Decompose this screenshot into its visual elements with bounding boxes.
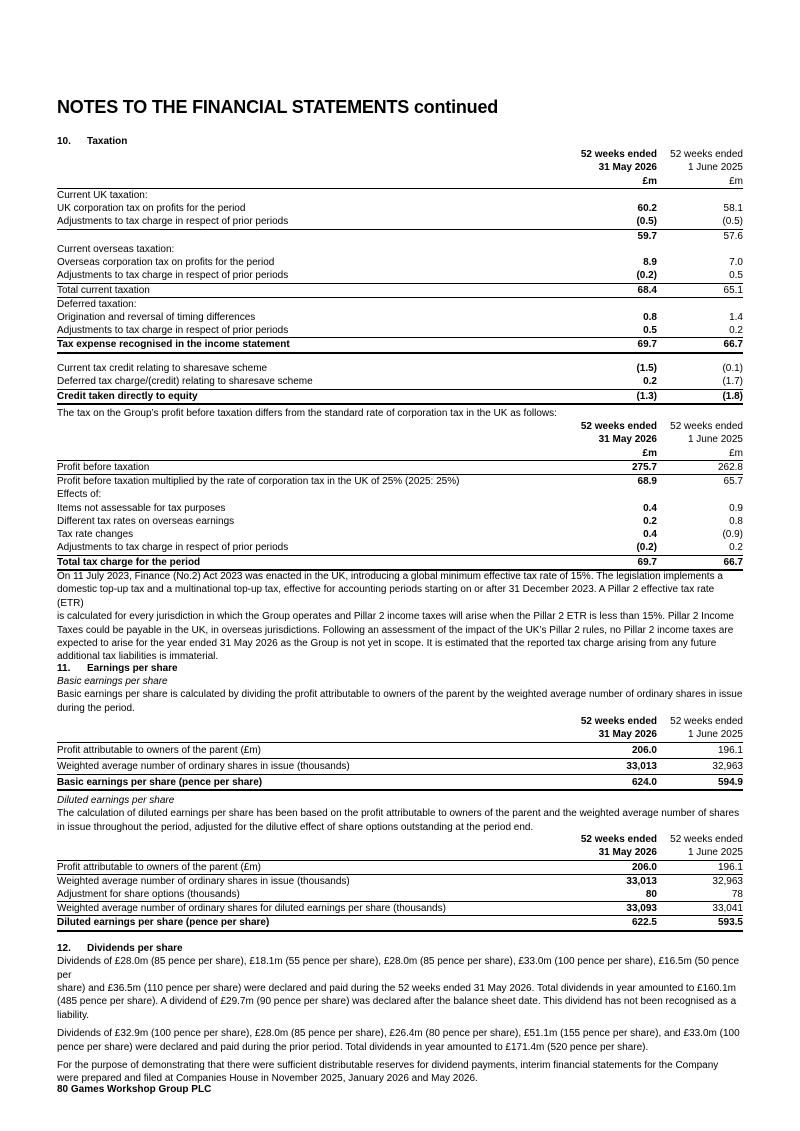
equity-tax-table (57, 362, 743, 405)
row-label (57, 229, 557, 243)
unit-label: £m (657, 175, 743, 189)
value-2025: 196.1 (657, 742, 743, 758)
diluted-eps-subheading: Diluted earnings per share (57, 795, 175, 806)
unit-label: £m (557, 175, 657, 189)
value-2026: 275.7 (557, 460, 657, 474)
paragraph-line: share) and £36.5m (110 pence per share) were declared and paid during the 52 weeks ended 31 May 2026. Total dividends in year amounted to £160.1m (57, 983, 736, 995)
table-row (57, 202, 743, 215)
column-header: 31 May 2026 (557, 846, 657, 860)
table-row (57, 515, 743, 528)
row-label: Different tax rates on overseas earnings (57, 515, 235, 527)
value-2026: (1.5) (636, 363, 657, 375)
table-row (57, 742, 743, 758)
column-header: 31 May 2026 (557, 728, 657, 742)
table-row (57, 188, 743, 202)
table-header-row (57, 447, 743, 461)
value-2025: 66.7 (657, 555, 743, 570)
table-row (57, 297, 743, 311)
paragraph-line: Taxes could be payable in the UK, in overseas jurisdictions. Following an assessment of the impact of the UK’s Pillar 2 rules, no Pillar 2 income taxes are (57, 624, 734, 636)
value-2026: 8.9 (643, 257, 657, 269)
tax-reconciliation-table (57, 420, 743, 571)
value-2026: 69.7 (557, 555, 657, 570)
value-2025 (657, 188, 743, 202)
row-label: Tax rate changes (57, 529, 134, 541)
dividends-heading (57, 942, 743, 955)
column-header: 52 weeks ended (670, 834, 743, 846)
table-row (57, 283, 743, 297)
table-row (57, 502, 743, 515)
row-label: Total current taxation (57, 283, 557, 297)
table-row (57, 269, 743, 283)
paragraph-line: during the period. (57, 702, 135, 714)
row-label: Origination and reversal of timing differences (57, 312, 256, 323)
row-label: Profit attributable to owners of the parent (£m) (57, 742, 557, 758)
column-header: 31 May 2026 (598, 434, 657, 446)
taxation-heading (57, 135, 743, 148)
table-row (57, 362, 743, 375)
table-row (57, 874, 743, 888)
section-title: Taxation (87, 136, 128, 147)
value-2026: (0.2) (557, 541, 657, 555)
value-2026: 0.4 (643, 529, 657, 541)
value-2025: 65.1 (657, 283, 743, 297)
value-2026: 0.8 (643, 312, 657, 323)
value-2026: 33,093 (557, 902, 657, 916)
table-header-row (57, 420, 743, 433)
value-2026: 0.5 (557, 324, 657, 338)
value-2026: 622.5 (557, 916, 657, 931)
value-2025: 594.9 (657, 774, 743, 790)
column-header: 52 weeks ended (580, 716, 657, 728)
table-row (57, 243, 743, 256)
diluted-eps-table (57, 833, 743, 932)
table-row (57, 215, 743, 229)
eps-heading (57, 662, 743, 675)
value-2026: 69.7 (557, 338, 657, 353)
column-header: 52 weeks ended (670, 421, 743, 433)
row-label: Total tax charge for the period (57, 555, 557, 570)
value-2025: 66.7 (657, 338, 743, 353)
section-title: Dividends per share (87, 943, 183, 954)
table-row (57, 541, 743, 555)
paragraph-line: Dividends of £28.0m (85 pence per share), £18.1m (55 pence per share), £28.0m (85 pence per share), £33.0m (100 pence per share), £16.5m (50 pence per (57, 956, 740, 981)
row-label: Deferred tax charge/(credit) relating to sharesave scheme (57, 375, 557, 389)
diluted-eps-intro (57, 794, 743, 834)
basic-eps-table (57, 715, 743, 791)
page-title: NOTES TO THE FINANCIAL STATEMENTS continued (57, 97, 499, 117)
value-2026: 33,013 (557, 758, 657, 774)
column-header: 1 June 2025 (687, 162, 743, 174)
column-header: 52 weeks ended (670, 716, 743, 728)
value-2025: (1.8) (657, 389, 743, 404)
value-2026: 0.2 (557, 375, 657, 389)
value-2026: 60.2 (637, 203, 657, 215)
reconciliation-intro: The tax on the Group’s profit before taxation differs from the standard rate of corporation tax in the UK as follows: (57, 408, 557, 419)
paragraph-line: additional tax liabilities is immaterial. (57, 651, 219, 663)
total-row (57, 916, 743, 931)
value-2026: (1.3) (557, 389, 657, 404)
value-2026: 80 (557, 888, 657, 902)
paragraph-line: were prepared and filed at Companies House in November 2025, January 2026 and May 2026. (57, 1073, 478, 1085)
row-label: Adjustment for share options (thousands) (57, 888, 557, 902)
table-header-row (57, 433, 743, 446)
row-label: Items not assessable for tax purposes (57, 502, 226, 514)
row-label: Deferred taxation: (57, 298, 137, 310)
total-row (57, 774, 743, 790)
paragraph-line: expected to arise for the year ended 31 May 2026 as the Group is not yet in scope. It is estimated that the reported tax charge arising from any future (57, 638, 717, 650)
value-2025: 0.2 (657, 324, 743, 338)
column-header: 1 June 2025 (657, 846, 743, 860)
row-label: Credit taken directly to equity (57, 389, 557, 404)
unit-label: £m (557, 447, 657, 461)
pillar2-paragraph (57, 570, 743, 664)
column-header: 52 weeks ended (580, 149, 657, 161)
paragraph-line: pence per share) were declared and paid during the prior period. Total dividends in year amounted to £171.4m (520 pence per share). (57, 1041, 649, 1053)
dividends-section (57, 942, 743, 1086)
row-label: Tax expense recognised in the income statement (57, 338, 557, 353)
table-header-row (57, 846, 743, 860)
row-label: UK corporation tax on profits for the period (57, 203, 246, 215)
table-header-row (57, 728, 743, 742)
paragraph-line: The calculation of diluted earnings per share has been based on the profit attributable to owners of the parent and the weighted average number of shares (57, 808, 740, 820)
value-2025: 57.6 (723, 230, 743, 242)
table-header-row (57, 148, 743, 161)
basic-eps-subheading: Basic earnings per share (57, 676, 168, 688)
row-label: Weighted average number of ordinary shares for diluted earnings per share (thousands) (57, 902, 557, 916)
value-2025: (0.1) (722, 363, 743, 375)
value-2025: (0.9) (722, 529, 743, 541)
column-header: 52 weeks ended (580, 421, 657, 433)
table-row (57, 528, 743, 541)
table-row (57, 256, 743, 269)
row-label: Profit attributable to owners of the parent (£m) (57, 860, 557, 874)
value-2026: 68.4 (557, 283, 657, 297)
value-2025 (657, 243, 743, 256)
table-row (57, 475, 743, 489)
value-2025 (657, 297, 743, 311)
paragraph-line: domestic top-up tax and a multinational top-up tax, effective for accounting periods starting on or after 31 December 2023. A Pillar 2 effective tax rate (ETR) (57, 584, 715, 609)
eps-section (57, 662, 743, 715)
value-2025: 0.2 (657, 541, 743, 555)
unit-label: £m (657, 447, 743, 461)
row-label: Profit before taxation multiplied by the rate of corporation tax in the UK of 25% (2025: 25%) (57, 476, 460, 487)
column-header: 1 June 2025 (687, 434, 743, 446)
table-row (57, 460, 743, 474)
row-label: Adjustments to tax charge in respect of prior periods (57, 269, 557, 283)
paragraph-line: liability. (57, 1009, 90, 1021)
value-2025: 78 (657, 888, 743, 902)
row-label: Effects of: (57, 489, 102, 501)
paragraph-line: is calculated for every jurisdiction in which the Group operates and Pillar 2 income taxes will arise when the Pillar 2 ETR is less than 15%. Pillar 2 Income (57, 611, 734, 623)
column-header: 1 June 2025 (657, 728, 743, 742)
table-header-row (57, 833, 743, 846)
value-2025: (1.7) (657, 375, 743, 389)
value-2025: 58.1 (723, 203, 743, 215)
table-row (57, 902, 743, 916)
table-header-row (57, 161, 743, 174)
value-2026 (557, 488, 657, 501)
value-2026 (557, 243, 657, 256)
table-row (57, 888, 743, 902)
table-row (57, 229, 743, 243)
value-2025: 0.5 (657, 269, 743, 283)
table-header-row (57, 175, 743, 189)
value-2026: 206.0 (557, 742, 657, 758)
section-number: 12. (57, 943, 71, 954)
column-header: 52 weeks ended (580, 834, 657, 846)
paragraph-line: Basic earnings per share is calculated by dividing the profit attributable to owners of the parent by the weighted average number of ordinary shares in issue (57, 689, 743, 701)
total-row (57, 338, 743, 353)
section-number: 10. (57, 136, 71, 147)
value-2026: 0.2 (643, 515, 657, 527)
value-2025: 7.0 (729, 257, 743, 269)
value-2025: 0.8 (729, 515, 743, 527)
value-2026 (557, 297, 657, 311)
tax-charge-table (57, 148, 743, 354)
page-footer: 80 Games Workshop Group PLC (57, 1084, 212, 1095)
value-2025: 196.1 (657, 860, 743, 874)
value-2025: 593.5 (657, 916, 743, 931)
value-2026 (557, 188, 657, 202)
paragraph-line: On 11 July 2023, Finance (No.2) Act 2023 was enacted in the UK, introducing a global minimum effective tax rate of 15%. The legislation implements a (57, 571, 723, 582)
paragraph-line: For the purpose of demonstrating that there were sufficient distributable reserves for dividend payments, interim financial statements for the Company (57, 1060, 719, 1072)
table-row (57, 311, 743, 324)
taxation-section (57, 135, 743, 148)
value-2025 (657, 488, 743, 501)
row-label: Current overseas taxation: (57, 243, 175, 255)
row-label: Profit before taxation (57, 460, 557, 474)
total-row (57, 389, 743, 404)
row-label: Overseas corporation tax on profits for the period (57, 257, 275, 269)
value-2025: 262.8 (657, 460, 743, 474)
value-2026: 68.9 (637, 476, 657, 487)
table-row (57, 324, 743, 338)
row-label: Adjustments to tax charge in respect of prior periods (57, 324, 557, 338)
value-2026: (0.5) (557, 215, 657, 229)
row-label: Weighted average number of ordinary shares in issue (thousands) (57, 875, 350, 887)
row-label: Adjustments to tax charge in respect of prior periods (57, 215, 557, 229)
section-number: 11. (57, 663, 71, 674)
value-2025: 33,041 (657, 902, 743, 916)
value-2026: (0.2) (557, 269, 657, 283)
value-2025: 0.9 (729, 502, 743, 514)
table-row (57, 860, 743, 874)
paragraph-line: Dividends of £32.9m (100 pence per share), £28.0m (85 pence per share), £26.4m (80 pence per share), £51.1m (155 pence per share), and £33.0m (100 (57, 1028, 740, 1040)
table-header-row (57, 715, 743, 728)
paragraph-line: in issue throughout the period, adjusted for the dilutive effect of share options outstanding at the period end. (57, 821, 534, 833)
table-row (57, 488, 743, 501)
value-2026: 624.0 (557, 774, 657, 790)
value-2025: 32,963 (712, 875, 743, 887)
section-title: Earnings per share (87, 663, 178, 674)
value-2026: 0.4 (643, 502, 657, 514)
row-label: Basic earnings per share (pence per share) (57, 774, 557, 790)
table-row (57, 758, 743, 774)
value-2025: 1.4 (729, 312, 743, 323)
value-2026: 206.0 (557, 860, 657, 874)
row-label: Adjustments to tax charge in respect of prior periods (57, 541, 557, 555)
value-2025: 32,963 (657, 758, 743, 774)
total-row (57, 555, 743, 570)
paragraph-line: (485 pence per share). A dividend of £29.7m (90 pence per share) was declared after the balance sheet date. This dividend has not been recognised as a (57, 996, 737, 1008)
row-label: Diluted earnings per share (pence per share) (57, 916, 557, 931)
value-2025: 65.7 (723, 476, 743, 487)
row-label: Weighted average number of ordinary shares in issue (thousands) (57, 758, 557, 774)
value-2026: 59.7 (637, 230, 657, 242)
row-label: Current UK taxation: (57, 189, 148, 201)
row-label: Current tax credit relating to sharesave scheme (57, 363, 268, 375)
table-row (57, 375, 743, 389)
column-header: 31 May 2026 (598, 162, 657, 174)
value-2025: (0.5) (657, 215, 743, 229)
value-2026: 33,013 (626, 875, 657, 887)
column-header: 52 weeks ended (670, 149, 743, 161)
